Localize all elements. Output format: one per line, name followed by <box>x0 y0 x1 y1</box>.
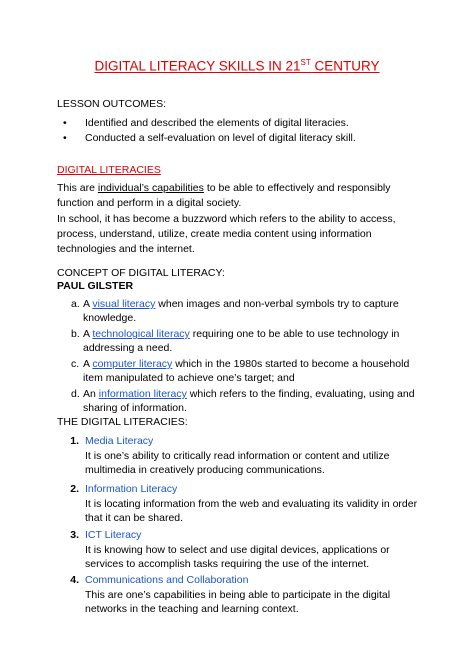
author-name: PAUL GILSTER <box>57 280 134 292</box>
list-item: a. A visual literacy when images and non-verbal symbols try to capture knowledge. <box>71 298 399 324</box>
concept-heading: CONCEPT OF DIGITAL LITERACY: <box>57 267 225 279</box>
list-item: b. A technological literacy requiring one to be able to use technology in addressing a need. <box>71 328 400 354</box>
lesson-outcomes-label: LESSON OUTCOMES: <box>57 98 167 110</box>
list-item: d. An information literacy which refers to the finding, evaluating, using and sharing of information. <box>71 388 415 414</box>
literacy-title: Media Literacy <box>85 435 154 447</box>
definition-paragraph: This are individual’s capabilities to be able to effectively and responsibly function and perform in a digital society. <box>57 182 391 209</box>
literacy-item: 4. Communications and Collaboration This are one’s capabilities in being able to participate in the digital networks in the teaching and learning context. <box>57 573 427 616</box>
document-title: DIGITAL LITERACY SKILLS IN 21ST CENTURY <box>94 58 380 74</box>
literacy-title: Information Literacy <box>85 483 178 495</box>
literacy-item: 2. Information Literacy It is locating information from the web and evaluating its validity in order that it can be shared. <box>57 482 427 525</box>
list-item: • Identified and described the elements of digital literacies. <box>57 116 356 131</box>
list-item: c. A computer literacy which in the 1980s started to become a household item manipulated to achieve one’s target; and <box>71 358 410 384</box>
lesson-outcomes-list <box>57 116 356 146</box>
school-paragraph: In school, it has become a buzzword which refers to the ability to access, process, understand, utilize, create media content using information technologies and the internet. <box>57 213 396 255</box>
digital-literacies-heading: DIGITAL LITERACIES <box>57 164 161 176</box>
literacy-description: It is knowing how to select and use digital devices, applications or services to accomplish tasks requiring the use of the internet. <box>85 544 390 570</box>
literacy-item: 1. Media Literacy It is one’s ability to critically read information or content and utilize multimedia in creatively producing communications. <box>57 434 427 477</box>
literacy-description: It is one’s ability to critically read information or content and utilize multimedia in creatively producing communications. <box>85 450 390 476</box>
literacy-title: Communications and Collaboration <box>85 574 249 586</box>
digital-literacies-list-heading: THE DIGITAL LITERACIES: <box>57 416 188 428</box>
concept-list <box>57 297 427 417</box>
literacy-description: This are one’s capabilities in being able to participate in the digital networks in the teaching and learning context. <box>85 589 391 615</box>
list-item: • Conducted a self-evaluation on level of digital literacy skill. <box>57 131 356 146</box>
literacy-item: 3. ICT Literacy It is knowing how to select and use digital devices, applications or services to accomplish tasks requiring the use of the internet. <box>57 528 427 571</box>
literacy-title: ICT Literacy <box>85 529 142 541</box>
literacy-description: It is locating information from the web and evaluating its validity in order that it can be shared. <box>85 498 418 524</box>
